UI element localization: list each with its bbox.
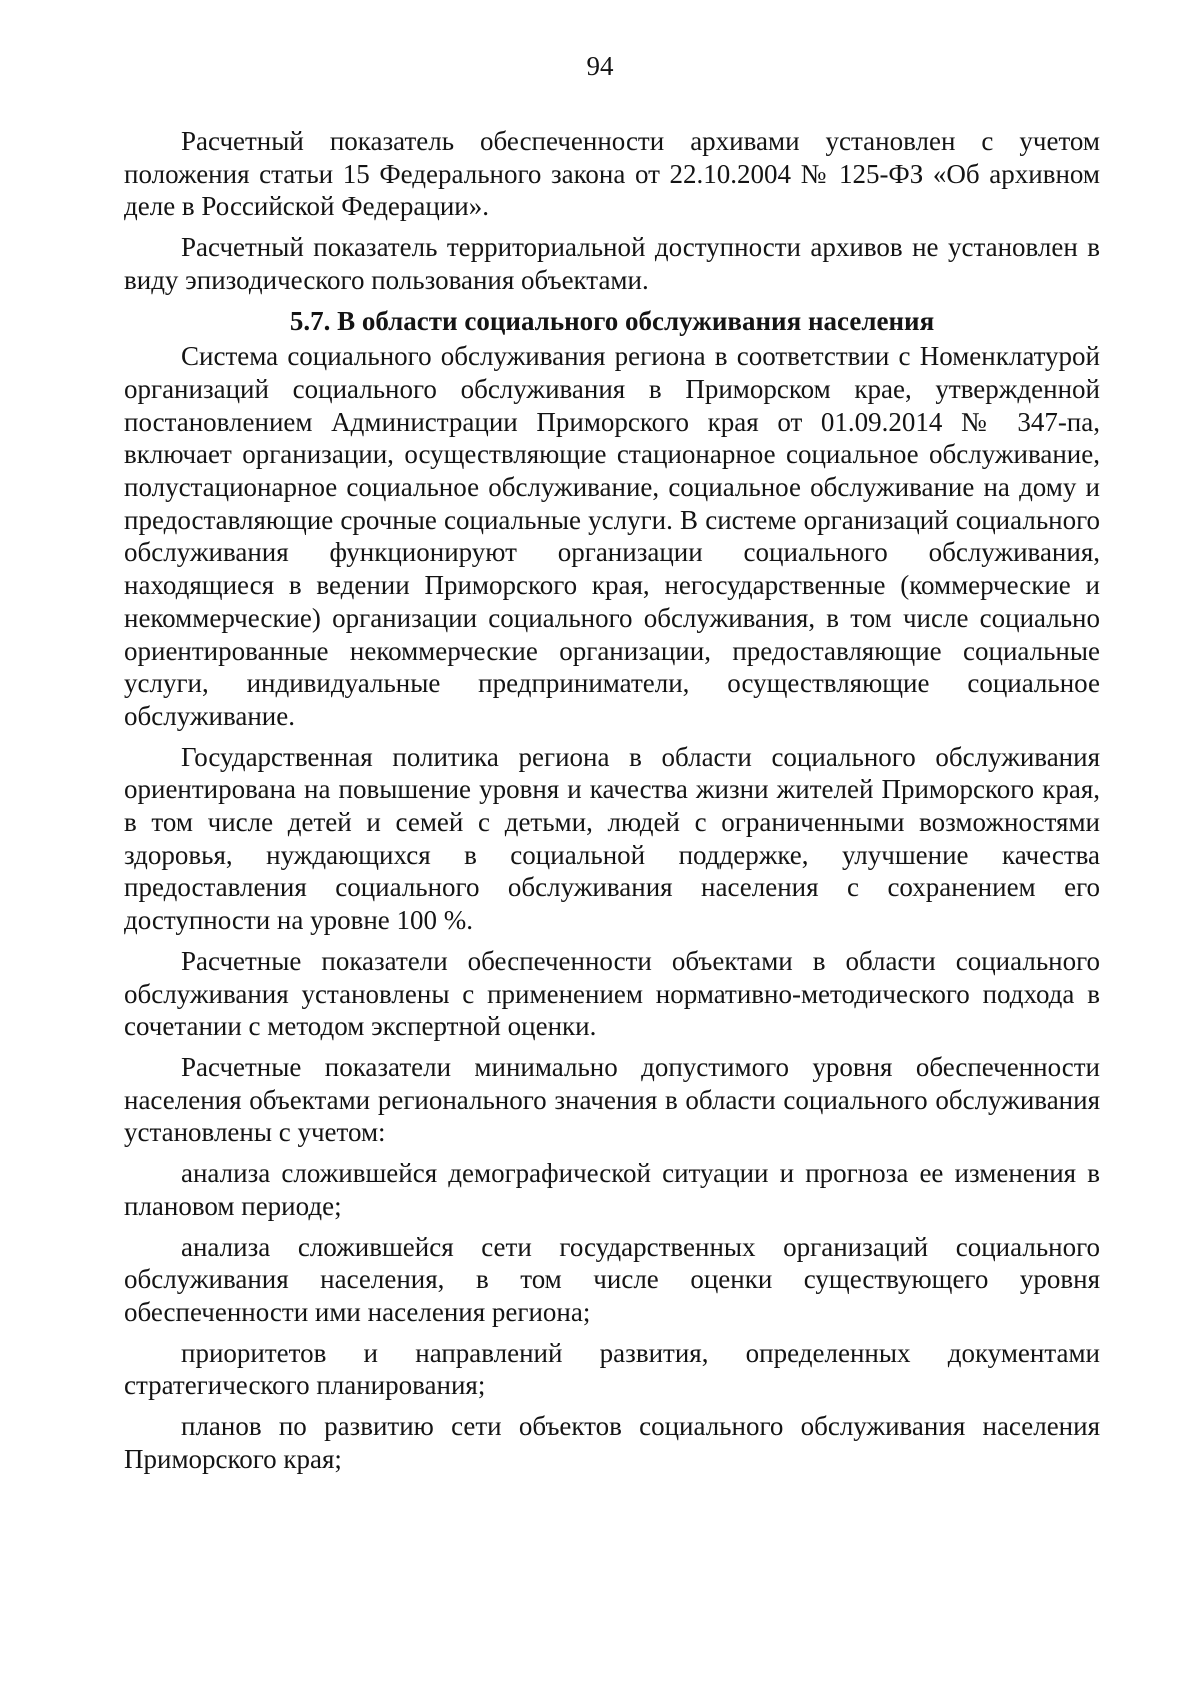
list-item-development-plans: планов по развитию сети объектов социального обслуживания населения Приморского края;: [124, 1411, 1100, 1474]
paragraph-archives-provision: Расчетный показатель обеспеченности архивами установлен с учетом положения статьи 15 Федерального закона от 22.10.2004 № 125-ФЗ «Об архивном деле в Российской Федерации».: [124, 126, 1100, 222]
paragraph-state-policy: Государственная политика региона в области социального обслуживания ориентирована на повышение уровня и качества жизни жителей Приморского края, в том числе детей и семей с детьми, людей с ограниченными возможностями здоровья, нуждающихся в социальной поддержке, улучшение качества предоставления социального обслуживания населения с сохранением его доступности на уровне 100 %.: [124, 741, 1100, 936]
paragraph-archives-accessibility: Расчетный показатель территориальной доступности архивов не установлен в виду эпизодического пользования объектами.: [124, 232, 1100, 295]
list-item-demographic-analysis: анализа сложившейся демографической ситуации и прогноза ее изменения в плановом периоде;: [124, 1158, 1100, 1221]
document-body: [124, 125, 1100, 1483]
paragraph-indicators-method: Расчетные показатели обеспеченности объектами в области социального обслуживания установлены с применением нормативно-методического подхода в сочетании с методом экспертной оценки.: [124, 945, 1100, 1042]
page-number: 94: [586, 51, 614, 81]
section-heading: 5.7. В области социального обслуживания населения: [289, 305, 935, 336]
paragraph-indicators-basis: Расчетные показатели минимально допустимого уровня обеспеченности населения объектами регионального значения в области социального обслуживания установлены с учетом:: [124, 1051, 1100, 1148]
list-item-network-analysis: анализа сложившейся сети государственных организаций социального обслуживания населения, в том числе оценки существующего уровня обеспеченности ими населения региона;: [124, 1231, 1100, 1327]
list-item-priorities: приоритетов и направлений развития, определенных документами стратегического планирования;: [124, 1337, 1100, 1401]
paragraph-social-service-system: Система социального обслуживания региона в соответствии с Номенклатурой организаций социального обслуживания в Приморском крае, утвержденной постановлением Администрации Приморского края от 01.09.2014 № 347-па, включает организации, осуществляющие стационарное социальное обслуживание, полустационарное социальное обслуживание, социальное обслуживание на дому и предоставляющие срочные социальные услуги. В системе организаций социального обслуживания функционируют организации социального обслуживания, находящиеся в ведении Приморского края, негосударственные (коммерческие и некоммерческие) организации социального обслуживания, в том числе социально ориентированные некоммерческие организации, предоставляющие социальные услуги, индивидуальные предприниматели, осуществляющие социальное обслуживание.: [124, 341, 1100, 731]
